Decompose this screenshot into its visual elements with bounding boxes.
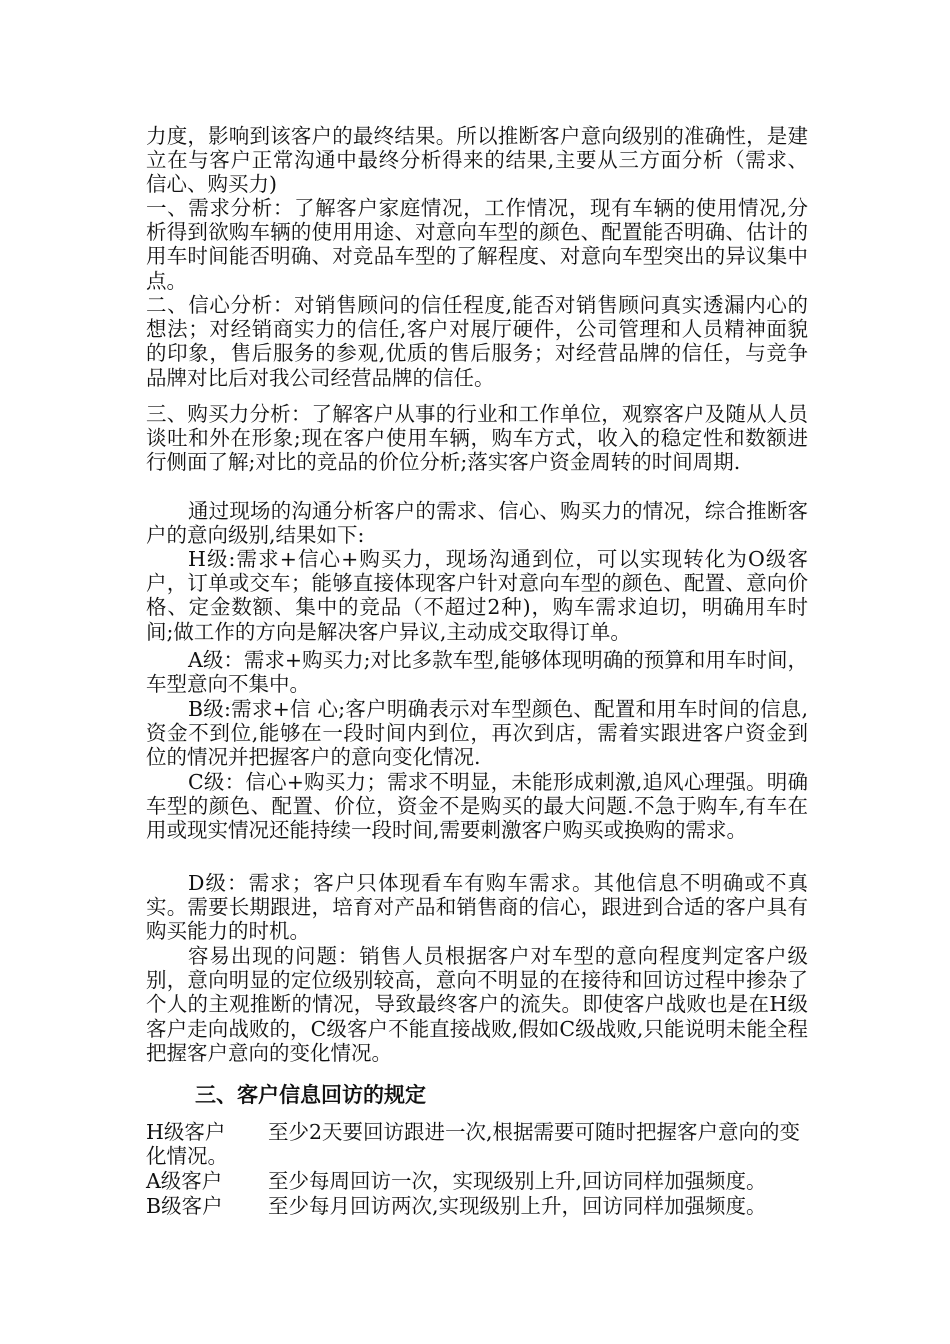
rule-text: 至少2天要回访跟进一次,根据需要可随时把握客户意向的变化情况。: [146, 1120, 801, 1169]
paragraph-purchasing-power-analysis: 三、购买力分析：了解客户从事的行业和工作单位，观察客户及随从人员谈吐和外在形象;现在客户使用车辆，购车方式，收入的稳定性和数额进行侧面了解;对比的竞品的价位分析;落实客户资金周转的时间周期.: [146, 402, 808, 475]
rule-level-label: H级客户: [146, 1120, 226, 1144]
paragraph-confidence-analysis: 二、信心分析：对销售顾问的信任程度,能否对销售顾问真实透漏内心的想法；对经销商实力的信任,客户对展厅硬件，公司管理和人员精神面貌的印象，售后服务的参观,优质的售后服务；对经营品牌的信任，与竞争品牌对比后对我公司经营品牌的信任。: [146, 293, 808, 390]
rule-row-b: [146, 1194, 808, 1218]
paragraph-summary: 通过现场的沟通分析客户的需求、信心、购买力的情况，综合推断客户的意向级别,结果如下:: [146, 499, 808, 548]
paragraph-demand-analysis: 一、需求分析：了解客户家庭情况，工作情况，现有车辆的使用情况,分析得到欲购车辆的使用用途、对意向车型的颜色、配置能否明确、估计的用车时间能否明确、对竞品车型的了解程度、对意向车型突出的异议集中点。: [146, 196, 808, 293]
paragraph-level-a: A级：需求+购买力;对比多款车型,能够体现明确的预算和用车时间，车型意向不集中。: [146, 648, 808, 697]
section-heading: 三、客户信息回访的规定: [195, 1083, 426, 1107]
paragraph-intro: 力度，影响到该客户的最终结果。所以推断客户意向级别的准确性，是建立在与客户正常沟通中最终分析得来的结果,主要从三方面分析（需求、信心、购买力): [146, 124, 808, 197]
rule-text: 至少每周回访一次，实现级别上升,回访同样加强频度。: [268, 1169, 767, 1193]
rule-row-a: [146, 1169, 808, 1193]
paragraph-level-b: B级:需求+信 心;客户明确表示对车型颜色、配置和用车时间的信息,资金不到位,能够在一段时间内到位，再次到店，需着实跟进客户资金到位的情况并把握客户的意向变化情况.: [146, 697, 808, 770]
paragraph-level-h: H级:需求+信心+购买力，现场沟通到位，可以实现转化为O级客户，订单或交车；能够直接体现客户针对意向车型的颜色、配置、意向价格、定金数额、集中的竞品（不超过2种)，购车需求迫切，明确用车时间;做工作的方向是解决客户异议,主动成交取得订单。: [146, 547, 808, 644]
paragraph-level-d: D级：需求；客户只体现看车有购车需求。其他信息不明确或不真实。需要长期跟进，培育对产品和销售商的信心，跟进到合适的客户具有购买能力的时机。: [146, 871, 808, 944]
rule-level-label: B级客户: [146, 1194, 223, 1218]
paragraph-level-c: C级：信心+购买力；需求不明显，未能形成刺激,追风心理强。明确车型的颜色、配置、价位，资金不是购买的最大问题.不急于购车,有车在用或现实情况还能持续一段时间,需要刺激客户购买或换购的需求。: [146, 770, 808, 843]
paragraph-common-problems: 容易出现的问题：销售人员根据客户对车型的意向程度判定客户级别，意向明显的定位级别较高，意向不明显的在接待和回访过程中掺杂了个人的主观推断的情况，导致最终客户的流失。即使客户战败也是在H级客户走向战败的，C级客户不能直接战败,假如C级战败,只能说明未能全程把握客户意向的变化情况。: [146, 944, 808, 1065]
rule-row-h: [146, 1120, 808, 1168]
rule-text: 至少每月回访两次,实现级别上升，回访同样加强频度。: [268, 1194, 767, 1218]
rule-level-label: A级客户: [146, 1169, 223, 1193]
